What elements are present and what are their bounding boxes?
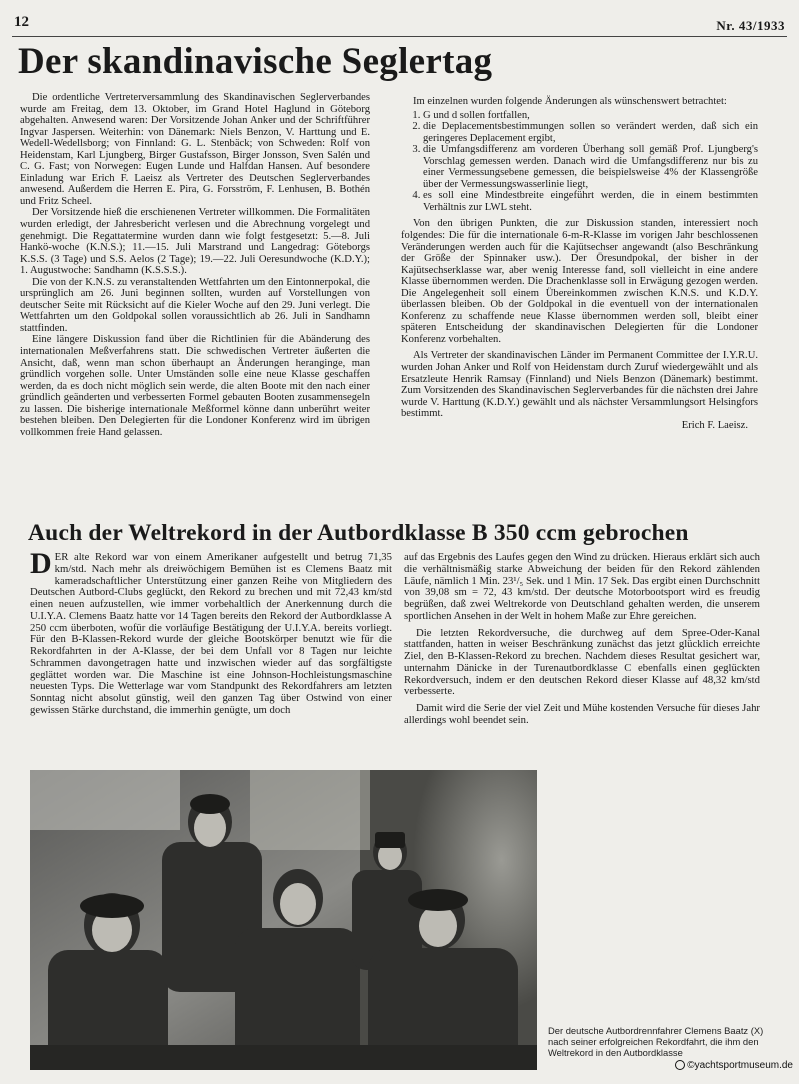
list-item: 2. die Deplacementsbestimmungen sollen so verändert werden, daß sich ein geringeres Deplacement ergibt, xyxy=(423,121,758,144)
article1-column-right xyxy=(401,96,758,431)
list-item: 3. die Umfangsdifferenz am vorderen Überhang soll gemäß Prof. Ljungberg's Vorschlag gemessen werden. Danach wird die Umfangsdifferenz nur bis zu einer Vermessungsebene gemessen, die beispielsweise 4% der Klassengröße über der Vermessungswasserlinie liegt, xyxy=(423,144,758,190)
photo-racers xyxy=(30,770,537,1070)
article1-column-left xyxy=(20,92,370,438)
article-title-seglertag: Der skandinavische Seglertag xyxy=(18,41,493,82)
header-rule xyxy=(12,36,787,37)
paragraph: auf das Ergebnis des Laufes gegen den Wind zu drücken. Hieraus erklärt sich auch die verhältnismäßig starke Abweichung der beiden für den Rekord zählenden Läufe, nämlich 1 Min. 23¹/₅ Sek. und 1 Min. 17 Sek. Das ergibt einen Durchschnitt von 39,08 sm = 72, 43 km/std. Der deutsche Motorbootsport wird es freudig begrüßen, daß zwei Weltrekorde von Deutschland gehalten werden, die unserem sportlichen Ansehen in der Welt in hohem Maße zur Ehre gereichen. xyxy=(404,551,760,622)
article2-column-right xyxy=(404,552,760,727)
copyright-icon xyxy=(675,1060,685,1070)
paragraph: Die letzten Rekordversuche, die durchweg auf dem Spree-Oder-Kanal stattfanden, hatten in weiser Beschränkung zunächst das jetzt glücklich erreichte Ziel, den B-Klassen-Rekord zu brechen. Nachdem dieses Resultat gesichert war, unternahm Dänicke in der Turenautbordklasse C ebenfalls einen geglückten Rekordversuch, indem er den deutschen Rekord dieser Klasse auf 48,32 km/std verbesserte. xyxy=(404,626,760,698)
paragraph: Im einzelnen wurden folgende Änderungen als wünschenswert betrachtet: xyxy=(413,96,727,107)
article2-column-left xyxy=(30,547,392,717)
watermark-text: ©yachtsportmuseum.de xyxy=(687,1060,793,1071)
list-item: 4. es soll eine Mindestbreite eingeführt werden, die in einem bestimmten Verhältnis zur LWL steht. xyxy=(423,190,758,213)
list-item: 1. G und d sollen fortfallen, xyxy=(423,110,758,122)
issue-number: Nr. 43/1933 xyxy=(716,18,785,33)
photo-illustration xyxy=(30,770,537,1070)
drop-cap: D xyxy=(30,547,52,580)
watermark xyxy=(675,1060,793,1071)
paragraph: Die von der K.N.S. zu veranstaltenden Wettfahrten um den Eintonnerpokal, die ursprünglich am 26. Juni beginnen sollten, wurden auf Vorstellungen von deutscher Seite mit Rücksicht auf die Kieler Woche auf den 29. Juni verlegt. Die Wettfahrten um den Goldpokal sollen voraussichtlich ab 26. Juli in Sandhamn stattfinden. xyxy=(20,276,370,334)
paragraph: Die ordentliche Vertreterversammlung des Skandinavischen Seglerverbandes wurde am Freitag, dem 13. Oktober, im Grand Hotel Haglund in Göteborg abgehalten. Anwesend waren: Der Vorsitzende Johan Anker und der Schriftführer Ingvar Jaspersen. Weiterhin: von Dänemark: Niels Benzon, V. Harttung und E. Wedell-Wedellsborg; von Finnland: G. L. Stenbäck; von Schweden: Rolf von Heidenstam, Karl Ljungberg, Birger Gustafsson, Birger Jonsson, Sven Salén und C. G. Fast; von Norwegen: Eugen Lunde und Halfdan Hansen. Auf besondere Einladung war Erich F. Laeisz als Vertreter des Deutschen Seglerverbandes anwesend. Außerdem die Herren E. Pira, G. Forsström, F. Lenhusen, B. Bothén und Fritz Scheel. xyxy=(20,92,370,207)
author-signature: Erich F. Laeisz. xyxy=(681,419,748,431)
paragraph: Der Vorsitzende hieß die erschienenen Vertreter willkommen. Die Formalitäten wurden erledigt, der Jahresbericht verlesen und die Abrechnung vorgelegt und genehmigt. Die Regattatermine wurden dann wie folgt festgesetzt: 5.—8. Juli Hankö-woche (K.N.S.); 11.—15. Juli Marstrand und Langedrag: Göteborgs K.S.S. (3 Tage) und S.S. Aelos (2 Tage); 19.—22. Juli Oeresundwoche (K.D.Y.); 1. Augustwoche: Sandhamn (K.S.S.S.). xyxy=(20,207,370,277)
changes-list xyxy=(401,110,758,214)
article-title-weltrekord: Auch der Weltrekord in der Autbordklasse B 350 ccm gebrochen xyxy=(28,520,689,546)
paragraph xyxy=(30,547,392,717)
paragraph: Eine längere Diskussion fand über die Richtlinien für die Abänderung des internationalen Meßverfahrens statt. Die schwedischen Vertreter äußerten die Ansicht, daß, wenn man schon überhaupt an Änderungen heranginge, man gründlich vorgehen solle. Unter Umständen solle eine neue Klasse geschaffen werden, da es doch nicht möglich sein werde, die alten Boote mit den nach einer gründlich geänderten und verbesserten Formel gebauten Booten zusammensegeln zu lassen. Die bisherige internationale Meßformel könne dann unberührt weiter bestehen bleiben. Den Delegierten für die Londoner Konferenz wird im übrigen vollkommen freie Hand gelassen. xyxy=(20,334,370,438)
photo-caption: Der deutsche Autbordrennfahrer Clemens Baatz (X) nach seiner erfolgreichen Rekordfahrt, die ihm den Weltrekord in den Autbordklasse xyxy=(548,1025,764,1058)
paragraph: Damit wird die Serie der viel Zeit und Mühe kostenden Versuche für dieses Jahr allerdings wohl beendet sein. xyxy=(404,702,760,726)
paragraph: Von den übrigen Punkten, die zur Diskussion standen, interessiert noch folgendes: Die für die internationale 6-m-R-Klasse im vorigen Jahr beschlossenen Veränderungen werden auch für die Kajütsechser angewandt (also Beschränkung der Größe der Spinnaker usw.). Der Öresundpokal, der bisher in der Kajütsechserklasse war, aber wenig Interesse fand, soll vielleicht in eine andere Klasse übernommen werden. Die Drachenklasse soll in Erwägung gezogen werden. Die Angelegenheit soll einem Übereinkommen zwischen K.N.S. und K.D.Y. überlassen bleiben. Ob der Goldpokal in die eventuell von der internationalen Konferenz zu schaffende neue Klasse übernommen werden soll, bleibt einer späteren Entscheidung der skandinavischen Delegierten für die Londoner Konferenz vorbehalten. xyxy=(401,218,758,345)
paragraph-text: ER alte Rekord war von einem Amerikaner aufgestellt und betrug 71,35 km/std. Nach mehr als dreiwöchigem Bemühen ist es Clemens Baatz mit kameradschaftlicher Unterstützung einer ganzen Reihe von Mitgliedern des Deutschen Autbord-Clubs geglückt, den Rekord zu brechen und mit 72,43 km/std einen neuen aufzustellen, wie immer vorbehaltlich der Anerkennung durch die U.I.Y.A. Clemens Baatz hatte vor 14 Tagen bereits den Rekord der Autbordklasse A 250 ccm überboten, wofür die vorläufige Bestätigung der U.I.Y.A. bereits vorliegt. Für den B-Klassen-Rekord wurde der gleiche Bootskörper benutzt wie für die Rekordfahrten in der A-Klasse, der bei dem Unfall vor 8 Tagen nur leichte Schrammen davongetragen hatte und inzwischen wieder auf das sorgfältigste geglättet worden war. Die Maschine ist eine Johnson-Hochleistungsmaschine neuesten Typs. Die Wetterlage war vom Standpunkt des Rekordfahrers am letzten Sonntag nicht absolut günstig, weil den ganzen Tag über Ostwind von einer gewissen Stärke durchstand, die immerhin genügte, um doch xyxy=(30,551,392,716)
page-number: 12 xyxy=(14,14,29,30)
paragraph: Als Vertreter der skandinavischen Länder im Permanent Committee der I.Y.R.U. wurden Johan Anker und Rolf von Heidenstam durch Zuruf wiedergewählt und als Ersatzleute Henrik Ramsay (Finnland) und Niels Benzon (Dänemark) bestimmt. Zum Vorsitzenden des Skandinavischen Seglerverbandes für die nächsten drei Jahre wurde V. Harttung (K.D.Y.) gewählt und als nächster Versammlungsort Helsingfors bestimmt. xyxy=(401,350,758,420)
